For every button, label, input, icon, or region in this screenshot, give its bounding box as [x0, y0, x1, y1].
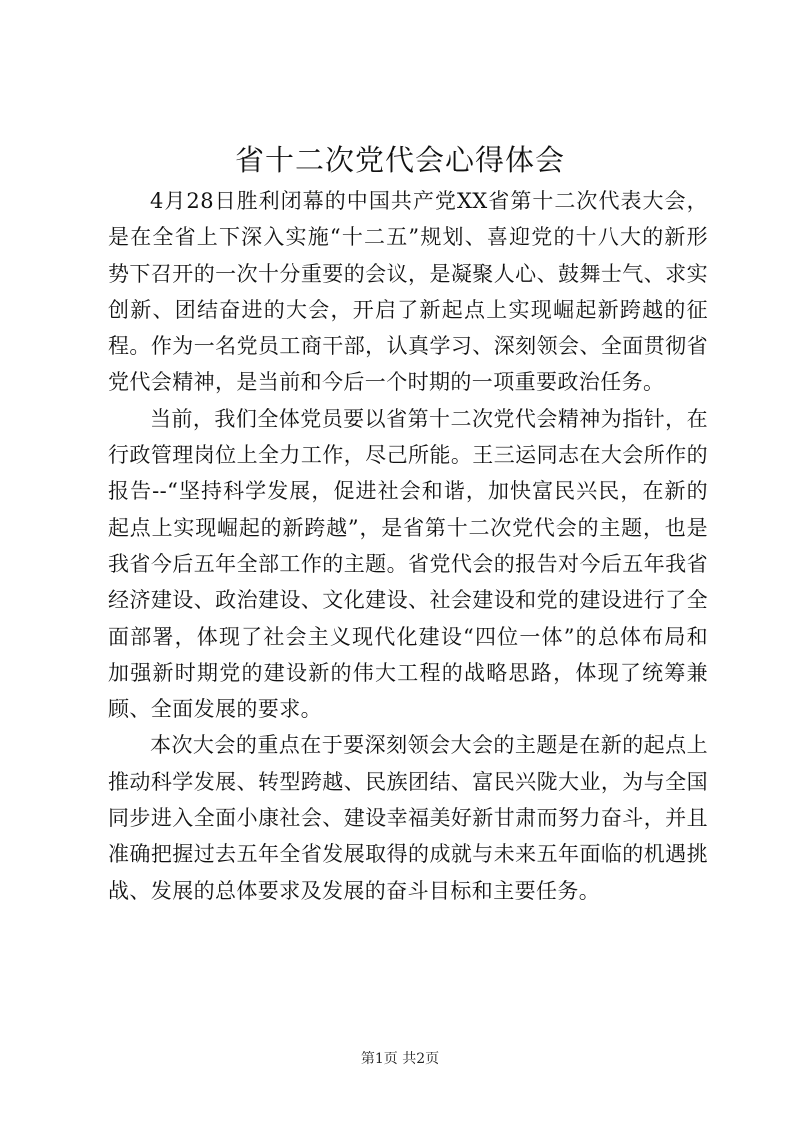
document-body	[108, 183, 708, 909]
paragraph-1: 4月28日胜利闭幕的中国共产党XX省第十二次代表大会，是在全省上下深入实施“十二五”规划、喜迎党的十八大的新形势下召开的一次十分重要的会议，是凝聚人心、鼓舞士气、求实创新、团结奋进的大会，开启了新起点上实现崛起新跨越的征程。作为一名党员工商干部，认真学习、深刻领会、全面贯彻省党代会精神，是当前和今后一个时期的一项重要政治任务。	[108, 189, 708, 395]
paragraph-2: 当前，我们全体党员要以省第十二次党代会精神为指针，在行政管理岗位上全力工作，尽己所能。王三运同志在大会所作的报告--“坚持科学发展，促进社会和谐，加快富民兴民，在新的起点上实现崛起的新跨越”，是省第十二次党代会的主题，也是我省今后五年全部工作的主题。省党代会的报告对今后五年我省经济建设、政治建设、文化建设、社会建设和党的建设进行了全面部署，体现了社会主义现代化建设“四位一体”的总体布局和加强新时期党的建设新的伟大工程的战略思路，体现了统筹兼顾、全面发展的要求。	[108, 406, 708, 722]
page-number-footer: 第1页 共2页	[360, 1051, 440, 1067]
document-title: 省十二次党代会心得体会	[234, 143, 565, 177]
paragraph-3: 本次大会的重点在于要深刻领会大会的主题是在新的起点上推动科学发展、转型跨越、民族团结、富民兴陇大业，为与全国同步进入全面小康社会、建设幸福美好新甘肃而努力奋斗，并且准确把握过去五年全省发展取得的成就与未来五年面临的机遇挑战、发展的总体要求及发展的奋斗目标和主要任务。	[108, 733, 708, 903]
